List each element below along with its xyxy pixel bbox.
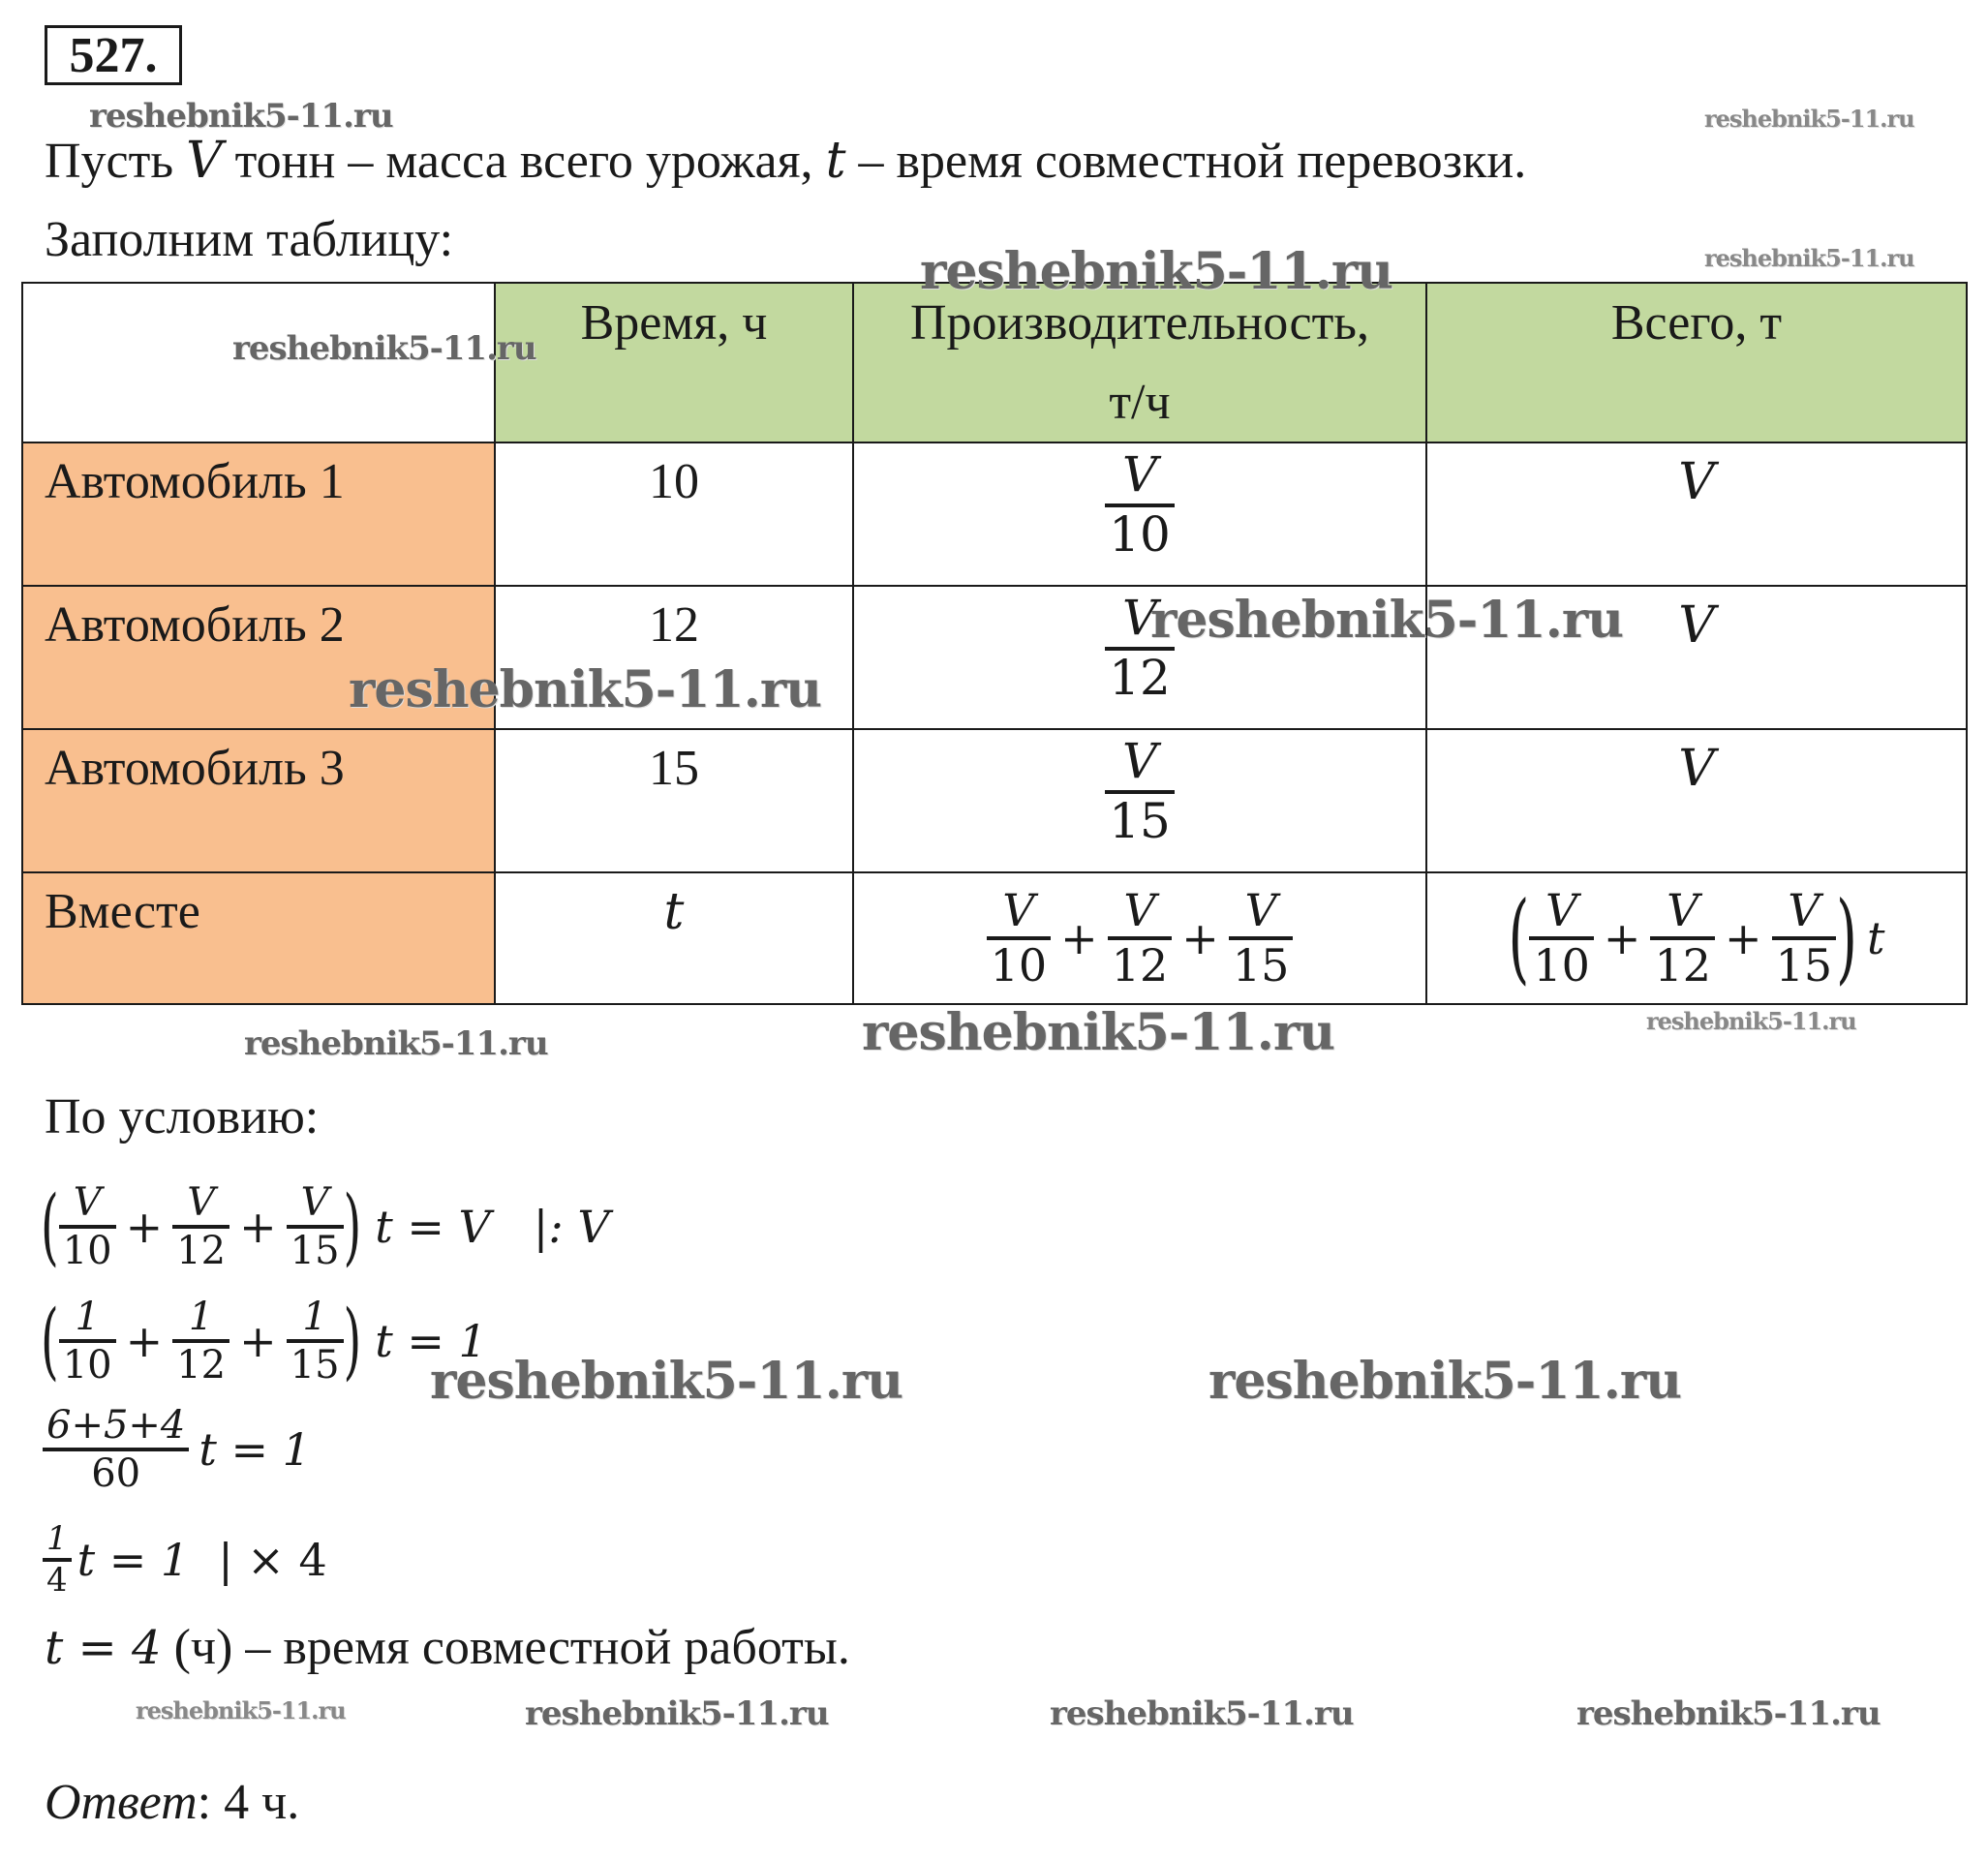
row4-total: ( $\frac{V}{10}$ + $\frac{V}{12}$ + $\frac{V}{15}$ ) t bbox=[1427, 873, 1968, 1005]
row4-frac2-den: 12 bbox=[1111, 939, 1169, 992]
row4-frac1-den: 10 bbox=[990, 939, 1048, 992]
row4-total-var: t bbox=[1866, 912, 1885, 964]
row4-frac2-num: V bbox=[1123, 884, 1156, 937]
row4-total-frac2-num: V bbox=[1667, 884, 1699, 937]
row2-prod-num: V bbox=[1121, 590, 1158, 646]
watermark: reshebnik5-11.ru bbox=[1704, 105, 1914, 133]
eq4-multiply: | × 4 bbox=[218, 1534, 327, 1586]
row3-productivity bbox=[854, 730, 1427, 873]
eq4-num: 1 bbox=[46, 1518, 68, 1558]
row3-prod-num: V bbox=[1121, 733, 1158, 789]
header-time: Время, ч bbox=[496, 284, 854, 443]
answer-label: Ответ bbox=[45, 1775, 198, 1830]
row-label-car2: Автомобиль 2 bbox=[23, 587, 496, 730]
row3-total: V bbox=[1427, 730, 1968, 873]
watermark: reshebnik5-11.ru bbox=[89, 97, 393, 136]
result-unit: (ч) bbox=[173, 1620, 233, 1675]
watermark: reshebnik5-11.ru bbox=[1704, 244, 1914, 272]
watermark: reshebnik5-11.ru bbox=[136, 1696, 346, 1724]
equation-2: ( $\frac{1}{10}$ + $\frac{1}{12}$ + $\frac{1}{15}$ ) t = 1 bbox=[41, 1292, 487, 1390]
table-intro: Заполним таблицу: bbox=[45, 212, 454, 267]
watermark: reshebnik5-11.ru bbox=[1150, 591, 1624, 650]
eq1-frac3-den: 15 bbox=[290, 1229, 340, 1273]
watermark: reshebnik5-11.ru bbox=[232, 329, 536, 368]
watermark: reshebnik5-11.ru bbox=[430, 1352, 903, 1411]
eq3-den: 60 bbox=[91, 1451, 141, 1496]
watermark: reshebnik5-11.ru bbox=[920, 242, 1393, 301]
watermark: reshebnik5-11.ru bbox=[349, 660, 822, 719]
eq2-frac3-num: 1 bbox=[302, 1295, 327, 1339]
eq2-frac2-num: 1 bbox=[188, 1295, 214, 1339]
row4-productivity: $\frac{V}{10}$ + $\frac{V}{12}$ + $\frac{V}{15}$ bbox=[854, 873, 1427, 1005]
table-corner-cell bbox=[23, 284, 496, 443]
eq1-frac1-num: V bbox=[73, 1180, 102, 1225]
result-text: – время совместной работы. bbox=[245, 1620, 850, 1675]
watermark: reshebnik5-11.ru bbox=[1050, 1694, 1354, 1733]
row2-total: V bbox=[1427, 587, 1968, 730]
row1-prod-den: 10 bbox=[1109, 505, 1171, 563]
row-label-together: Вместе bbox=[23, 873, 496, 1005]
row2-productivity bbox=[854, 587, 1427, 730]
intro-line bbox=[45, 132, 1526, 190]
watermark: reshebnik5-11.ru bbox=[1208, 1352, 1682, 1411]
row4-total-frac1-den: 10 bbox=[1533, 939, 1590, 992]
eq2-frac3-den: 15 bbox=[290, 1343, 340, 1388]
eq4-tail: t = 1 bbox=[76, 1534, 190, 1586]
eq1-frac2-num: V bbox=[187, 1180, 216, 1225]
row4-frac3-den: 15 bbox=[1232, 939, 1290, 992]
eq2-frac2-den: 12 bbox=[176, 1343, 227, 1388]
watermark: reshebnik5-11.ru bbox=[1576, 1694, 1881, 1733]
row2-time: 12 bbox=[496, 587, 854, 730]
eq3-tail: t = 1 bbox=[199, 1423, 311, 1476]
row4-time: t bbox=[496, 873, 854, 1005]
row1-productivity bbox=[854, 443, 1427, 587]
condition-label: По условию: bbox=[45, 1089, 320, 1144]
eq4-den: 4 bbox=[46, 1561, 68, 1600]
equation-3 bbox=[43, 1396, 311, 1503]
row1-total: V bbox=[1427, 443, 1968, 587]
data-table bbox=[21, 282, 1968, 1005]
answer-value: : 4 ч. bbox=[197, 1775, 300, 1830]
header-productivity-line1: Производительность, bbox=[909, 295, 1370, 351]
result-line bbox=[45, 1619, 850, 1676]
row2-prod-den: 12 bbox=[1109, 649, 1171, 706]
watermark: reshebnik5-11.ru bbox=[525, 1694, 829, 1733]
eq1-tail: t = V bbox=[375, 1201, 491, 1253]
row4-total-frac3-num: V bbox=[1788, 884, 1820, 937]
problem-number: 527. bbox=[45, 25, 182, 85]
row4-total-frac2-den: 12 bbox=[1654, 939, 1712, 992]
row4-frac1-num: V bbox=[1002, 884, 1035, 937]
intro-mid: тонн – масса всего урожая, bbox=[234, 134, 813, 189]
watermark: reshebnik5-11.ru bbox=[1646, 1007, 1856, 1035]
eq1-frac1-den: 10 bbox=[62, 1229, 112, 1273]
header-total: Всего, т bbox=[1427, 284, 1968, 443]
eq1-frac3-num: V bbox=[300, 1180, 329, 1225]
row-label-car1: Автомобиль 1 bbox=[23, 443, 496, 587]
eq1-divide: |: V bbox=[533, 1201, 610, 1253]
equation-1: ( $\frac{V}{10}$ + $\frac{V}{12}$ + $\frac{V}{15}$ ) t = V |: V bbox=[41, 1177, 610, 1276]
eq1-frac2-den: 12 bbox=[176, 1229, 227, 1273]
intro-var-v: V bbox=[186, 132, 223, 190]
row4-total-frac1-num: V bbox=[1545, 884, 1578, 937]
row-label-car3: Автомобиль 3 bbox=[23, 730, 496, 873]
row1-time: 10 bbox=[496, 443, 854, 587]
intro-var-t: t bbox=[825, 132, 846, 190]
equation-4 bbox=[43, 1507, 327, 1613]
eq3-num: 6+5+4 bbox=[46, 1403, 186, 1448]
row4-total-frac3-den: 15 bbox=[1775, 939, 1833, 992]
watermark: reshebnik5-11.ru bbox=[244, 1024, 548, 1063]
intro-prefix: Пусть bbox=[45, 134, 174, 189]
answer-line bbox=[45, 1774, 299, 1831]
watermark: reshebnik5-11.ru bbox=[862, 1003, 1335, 1062]
header-productivity bbox=[854, 284, 1427, 443]
row3-time: 15 bbox=[496, 730, 854, 873]
eq2-frac1-num: 1 bbox=[75, 1295, 100, 1339]
eq2-tail: t = 1 bbox=[375, 1315, 487, 1367]
row1-prod-num: V bbox=[1121, 446, 1158, 503]
intro-suffix: – время совместной перевозки. bbox=[858, 134, 1527, 189]
header-productivity-line2: т/ч bbox=[1109, 375, 1171, 430]
row4-frac3-num: V bbox=[1244, 884, 1277, 937]
result-lhs: t = 4 bbox=[45, 1621, 162, 1675]
eq2-frac1-den: 10 bbox=[62, 1343, 112, 1388]
row3-prod-den: 15 bbox=[1109, 792, 1171, 849]
